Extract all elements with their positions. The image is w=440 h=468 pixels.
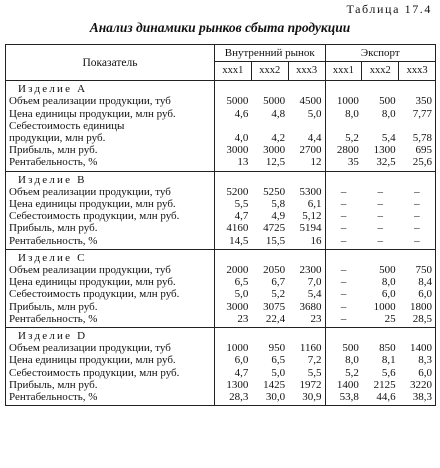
value-cell: 5,2	[345, 132, 359, 145]
table-row	[6, 108, 436, 120]
value-cell: –	[377, 222, 383, 235]
value-cell: 500	[379, 264, 396, 277]
table-row	[6, 301, 436, 313]
value-cell: 8,0	[381, 276, 396, 289]
value-cell: 5,2	[271, 288, 286, 301]
empty-cell	[288, 328, 325, 343]
table-row	[6, 186, 436, 198]
table-row	[6, 264, 436, 276]
empty-cell	[399, 328, 436, 343]
year-header: xxx2	[362, 62, 399, 81]
value-cell	[399, 120, 436, 132]
empty-cell	[288, 249, 325, 264]
empty-cell	[251, 171, 288, 186]
value-cell: 6,1	[288, 198, 325, 210]
value-cell	[215, 120, 252, 132]
empty-cell	[215, 249, 252, 264]
value-cell: 5,0	[271, 366, 286, 379]
year-header: xxx3	[399, 62, 436, 81]
value-cell: 28,5	[399, 313, 436, 328]
value-cell: –	[399, 198, 436, 210]
value-cell: 8,0	[345, 107, 359, 120]
value-cell: 32,5	[362, 156, 399, 171]
market-dynamics-table	[5, 44, 436, 406]
value-cell: 5,4	[288, 288, 325, 300]
empty-cell	[362, 328, 399, 343]
value-cell: 4,0	[234, 132, 249, 145]
table-row	[6, 222, 436, 234]
table-row	[6, 95, 436, 107]
year-header: xxx3	[288, 62, 325, 81]
row-label: Себестоимость продукции, млн руб.	[6, 288, 215, 300]
value-cell: 4,6	[234, 107, 249, 120]
value-cell: 6,7	[271, 276, 286, 289]
value-cell: 5000	[226, 95, 249, 108]
row-label: Прибыль, млн руб.	[6, 144, 215, 156]
value-cell: –	[377, 198, 383, 211]
value-cell: 30,0	[251, 391, 288, 406]
value-cell: –	[340, 198, 347, 211]
value-cell: –	[377, 185, 383, 198]
value-cell: –	[340, 222, 347, 235]
empty-cell	[325, 249, 362, 264]
value-cell	[251, 120, 288, 132]
value-cell: –	[399, 222, 436, 234]
value-cell: 500	[342, 342, 359, 355]
value-cell: 8,4	[399, 276, 436, 288]
value-cell: 4500	[288, 95, 325, 107]
value-cell: 5,5	[234, 198, 249, 211]
empty-cell	[215, 81, 252, 96]
row-label: Рентабельность, %	[6, 156, 215, 171]
value-cell: 1000	[373, 300, 396, 313]
value-cell: 3680	[288, 301, 325, 313]
value-cell: 5,8	[271, 198, 286, 211]
table-row	[6, 198, 436, 210]
table-row	[6, 156, 436, 171]
product-group-name: Изделие С	[6, 249, 215, 264]
value-cell: –	[362, 235, 399, 250]
table-row	[6, 313, 436, 328]
row-label: Цена единицы продукции, млн руб.	[6, 354, 215, 366]
value-cell: 3000	[226, 300, 249, 313]
row-label: Цена единицы продукции, млн руб.	[6, 276, 215, 288]
value-cell: 38,3	[399, 391, 436, 406]
value-cell: 5250	[263, 185, 286, 198]
table-body	[6, 81, 436, 406]
row-label: Прибыль, млн руб.	[6, 301, 215, 313]
value-cell: –	[399, 210, 436, 222]
empty-cell	[325, 171, 362, 186]
table-caption: Таблица 17.4	[346, 2, 432, 16]
value-cell: 2000	[226, 264, 249, 277]
value-cell: 4,4	[288, 132, 325, 144]
empty-cell	[325, 328, 362, 343]
value-cell: 5194	[288, 222, 325, 234]
value-cell	[362, 120, 399, 132]
row-label: Рентабельность, %	[6, 235, 215, 250]
value-cell: –	[377, 210, 383, 223]
value-cell: –	[399, 235, 436, 250]
product-group-row	[6, 81, 436, 96]
value-cell: 1400	[399, 342, 436, 354]
value-cell: 12	[288, 156, 325, 171]
value-cell: 6,5	[234, 276, 249, 289]
value-cell: 35	[325, 156, 362, 171]
product-group-row	[6, 249, 436, 264]
product-group-name: Изделие D	[6, 328, 215, 343]
value-cell: 1400	[336, 378, 359, 391]
value-cell: 25,6	[399, 156, 436, 171]
value-cell: 7,0	[288, 276, 325, 288]
value-cell: 4,9	[271, 210, 286, 223]
value-cell: 6,0	[381, 288, 396, 301]
value-cell: 2300	[288, 264, 325, 276]
empty-cell	[362, 249, 399, 264]
empty-cell	[362, 81, 399, 96]
value-cell: 22,4	[251, 313, 288, 328]
table-row	[6, 342, 436, 354]
value-cell: 5,4	[381, 132, 396, 145]
value-cell: 6,0	[234, 354, 249, 367]
year-header: xxx2	[251, 62, 288, 81]
value-cell: –	[340, 288, 347, 301]
value-cell: 13	[215, 156, 252, 171]
value-cell: –	[325, 313, 362, 328]
value-cell: 850	[379, 342, 396, 355]
export-header: Экспорт	[325, 45, 435, 62]
empty-cell	[399, 171, 436, 186]
value-cell: 4,2	[271, 132, 286, 145]
product-group-name: Изделие А	[6, 81, 215, 96]
row-label: Рентабельность, %	[6, 313, 215, 328]
value-cell: 5,12	[288, 210, 325, 222]
value-cell: 12,5	[251, 156, 288, 171]
value-cell: 5,0	[288, 108, 325, 120]
value-cell: 1972	[288, 379, 325, 391]
empty-cell	[288, 171, 325, 186]
value-cell: 4160	[226, 222, 249, 235]
row-label: Цена единицы продукции, млн руб.	[6, 198, 215, 210]
value-cell: 8,0	[381, 107, 396, 120]
value-cell: 7,77	[399, 108, 436, 120]
table-row	[6, 132, 436, 144]
value-cell: 6,0	[399, 367, 436, 379]
value-cell	[288, 120, 325, 132]
value-cell: 4725	[263, 222, 286, 235]
value-cell: 6,0	[399, 288, 436, 300]
value-cell: –	[325, 235, 362, 250]
value-cell: 4,7	[234, 210, 249, 223]
empty-cell	[362, 171, 399, 186]
value-cell: 2125	[373, 378, 396, 391]
row-label: Прибыль, млн руб.	[6, 379, 215, 391]
value-cell: 6,5	[271, 354, 286, 367]
table-row	[6, 367, 436, 379]
value-cell: 15,5	[251, 235, 288, 250]
empty-cell	[399, 249, 436, 264]
row-label: Объем реализации продукции, туб	[6, 186, 215, 198]
product-group-name: Изделие В	[6, 171, 215, 186]
value-cell: –	[340, 264, 347, 277]
value-cell: 8,1	[381, 354, 396, 367]
value-cell: 2700	[288, 144, 325, 156]
value-cell: 2800	[336, 144, 359, 157]
value-cell: 5,0	[234, 288, 249, 301]
empty-cell	[215, 171, 252, 186]
empty-cell	[251, 81, 288, 96]
table-row	[6, 235, 436, 250]
value-cell: 23	[288, 313, 325, 328]
value-cell: 695	[399, 144, 436, 156]
row-label: Объем реализации продукции, туб	[6, 264, 215, 276]
table-row	[6, 276, 436, 288]
table-row	[6, 391, 436, 406]
empty-cell	[251, 328, 288, 343]
table-row	[6, 379, 436, 391]
value-cell: 4,8	[271, 107, 286, 120]
product-group-row	[6, 171, 436, 186]
year-header: xxx1	[215, 62, 252, 81]
value-cell: 5,6	[381, 366, 396, 379]
value-cell: 750	[399, 264, 436, 276]
value-cell: 14,5	[215, 235, 252, 250]
product-group-row	[6, 328, 436, 343]
table-row	[6, 144, 436, 156]
value-cell: 23	[215, 313, 252, 328]
year-header: xxx1	[325, 62, 362, 81]
value-cell: 1160	[288, 342, 325, 354]
value-cell: 3000	[226, 144, 249, 157]
value-cell: 8,3	[399, 354, 436, 366]
table-row	[6, 354, 436, 366]
value-cell: 8,0	[345, 354, 359, 367]
value-cell: 350	[399, 95, 436, 107]
row-label: Себестоимость продукции, млн руб.	[6, 210, 215, 222]
value-cell: 1300	[373, 144, 396, 157]
value-cell: 5200	[226, 185, 249, 198]
value-cell: 1000	[226, 342, 249, 355]
value-cell	[325, 120, 362, 132]
value-cell: 7,2	[288, 354, 325, 366]
value-cell: 53,8	[325, 391, 362, 406]
value-cell: 44,6	[362, 391, 399, 406]
empty-cell	[288, 81, 325, 96]
value-cell: 2050	[263, 264, 286, 277]
row-label: продукции, млн руб.	[6, 132, 215, 144]
value-cell: –	[340, 300, 347, 313]
value-cell: –	[340, 210, 347, 223]
row-label: Цена единицы продукции, млн руб.	[6, 108, 215, 120]
value-cell: 5,2	[345, 366, 359, 379]
value-cell: 950	[268, 342, 286, 355]
table-row	[6, 288, 436, 300]
value-cell: 3075	[263, 300, 286, 313]
row-label: Рентабельность, %	[6, 391, 215, 406]
row-label: Объем реализации продукции, туб	[6, 95, 215, 107]
domestic-market-header: Внутренний рынок	[215, 45, 326, 62]
value-cell: 5000	[263, 95, 286, 108]
param-column-header: Показатель	[6, 45, 215, 81]
value-cell: –	[399, 186, 436, 198]
value-cell: 5300	[288, 186, 325, 198]
value-cell: 5,5	[288, 367, 325, 379]
row-label: Прибыль, млн руб.	[6, 222, 215, 234]
value-cell: 30,9	[288, 391, 325, 406]
value-cell: 500	[379, 95, 396, 108]
value-cell: 1425	[263, 378, 286, 391]
value-cell: 1800	[399, 301, 436, 313]
value-cell: 3000	[263, 144, 286, 157]
table-row	[6, 120, 436, 132]
value-cell: 4,7	[234, 366, 249, 379]
value-cell: –	[340, 276, 347, 289]
value-cell: 28,3	[215, 391, 252, 406]
empty-cell	[325, 81, 362, 96]
empty-cell	[215, 328, 252, 343]
value-cell: 5,78	[399, 132, 436, 144]
row-label: Себестоимость единицы	[6, 120, 215, 132]
value-cell: 1000	[336, 95, 359, 108]
value-cell: –	[340, 185, 347, 198]
table-title: Анализ динамики рынков сбыта продукции	[89, 20, 351, 35]
value-cell: 3220	[399, 379, 436, 391]
value-cell: 1300	[226, 378, 249, 391]
empty-cell	[399, 81, 436, 96]
value-cell: 16	[288, 235, 325, 250]
row-label: Объем реализации продукции, туб	[6, 342, 215, 354]
value-cell: 25	[362, 313, 399, 328]
table-row	[6, 210, 436, 222]
row-label: Себестоимость продукции, млн руб.	[6, 367, 215, 379]
empty-cell	[251, 249, 288, 264]
